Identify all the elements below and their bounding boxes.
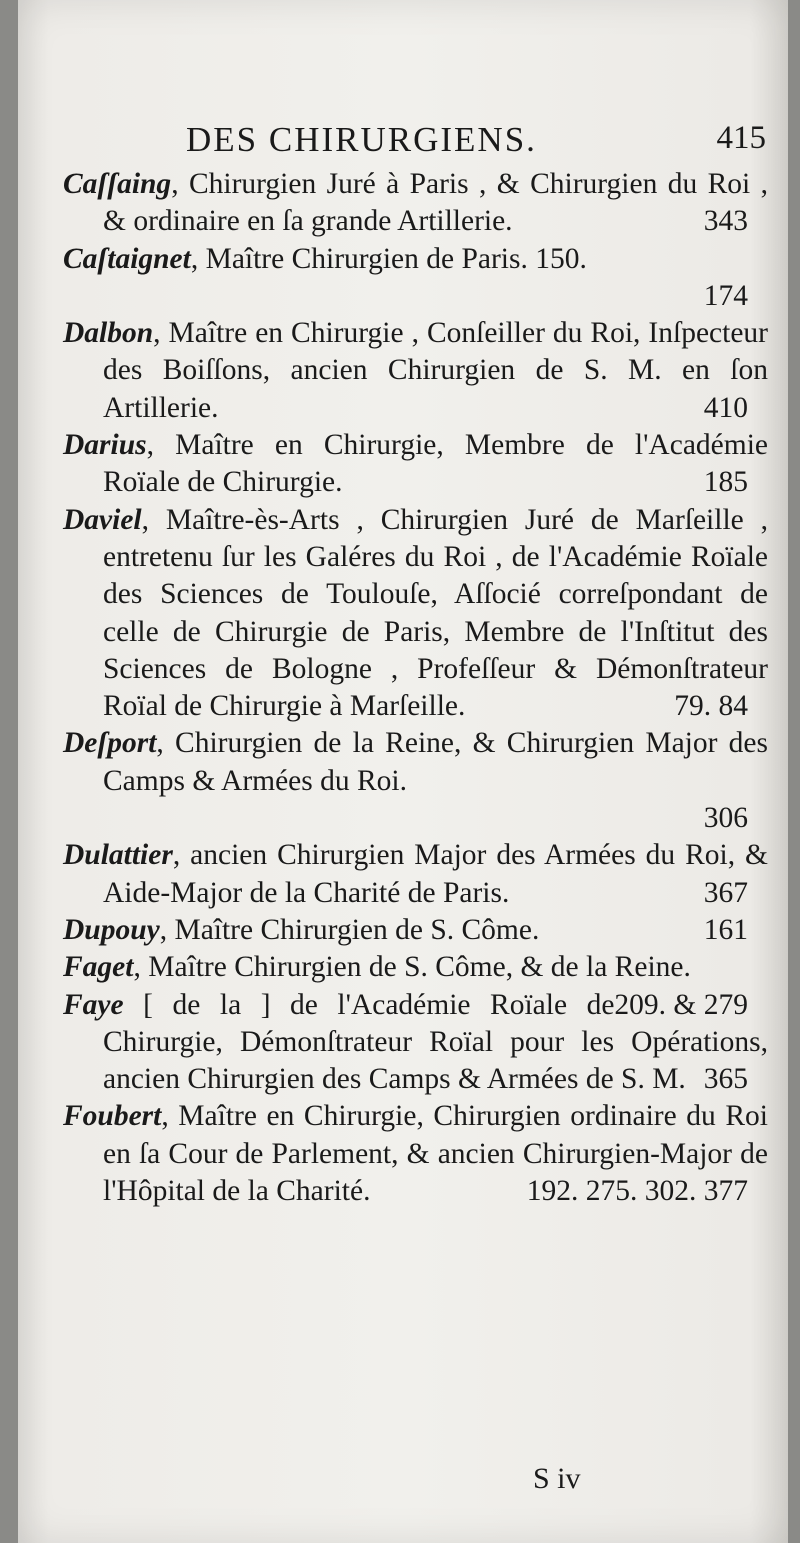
entry-text: , ancien Chirurgien Major des Armées du Roi, & Aide-Major de la Charité de Paris. [103, 839, 768, 909]
surgeon-index [63, 166, 768, 1210]
entry-name: Dulattier [63, 839, 173, 872]
entry-name: Faget [63, 951, 134, 984]
index-entry [63, 166, 768, 241]
entry-refs: 185 [703, 466, 748, 499]
index-entry [63, 315, 768, 427]
entry-text: , Maître-ès-Arts , Chirurgien Juré de Marſeille , entretenu ſur les Galéres du Roi , de l'Académie Roïale des Sciences de Toulouſe, Aſſocié correſpondant de celle de Chirurgie de Paris, Membre de l'Inſtitut des Sciences de Bologne , Profeſſeur & Démonſtrateur Roïal de Chirurgie à Marſeille. [103, 503, 768, 723]
entry-name: Faye [63, 988, 124, 1021]
entry-refs: 365 [703, 1063, 748, 1096]
entry-refs: 174 [703, 279, 748, 312]
entry-refs: 306 [703, 802, 748, 835]
entry-text: , Chirurgien de la Reine, & Chirurgien Major des Camps & Armées du Roi. [103, 727, 768, 797]
entry-name: Daviel [63, 503, 142, 536]
entry-refs: 367 [703, 876, 748, 909]
entry-name: Dalbon [63, 317, 154, 350]
entry-text: , Maître Chirurgien de S. Côme. [159, 913, 540, 946]
entry-text: [ de la ] de l'Académie Roïale de Chirurgie, Démonſtrateur Roïal pour les Opérations, ancien Chirurgien des Camps & Armées de S. M. [103, 988, 768, 1096]
entry-name: Deſport [63, 727, 157, 760]
entry-name: Dupouy [63, 913, 160, 946]
book-page [18, 0, 788, 1543]
entry-text: , Maître en Chirurgie , Conſeiller du Roi, Inſpecteur des Boiſſons, ancien Chirurgien de S. M. en ſon Artillerie. [103, 317, 768, 424]
index-entry [63, 987, 768, 1099]
entry-text: , Chirurgien Juré à Paris , & Chirurgien du Roi , & ordinaire en ſa grande Artillerie. [103, 168, 768, 238]
page-number: 415 [716, 120, 766, 156]
entry-refs: 410 [703, 391, 748, 424]
index-entry [63, 427, 768, 502]
entry-name: Darius [63, 429, 147, 462]
index-entry [63, 1098, 768, 1210]
entry-text: , Maître Chirurgien de S. Côme, & de la Reine. [133, 951, 691, 984]
entry-name: Caſtaignet [63, 242, 191, 275]
page-header [186, 120, 766, 170]
index-entry [63, 241, 768, 316]
entry-refs: 161 [703, 913, 748, 946]
index-entry [63, 837, 768, 912]
entry-name: Caſſaing [63, 168, 172, 200]
entry-name: Foubert [63, 1100, 162, 1133]
entry-text: , Maître Chirurgien de Paris. 150. [190, 242, 587, 275]
entry-text: , Maître en Chirurgie, Chirurgien ordinaire du Roi en ſa Cour de Parlement, & ancien Chirurgien-Major de l'Hôpital de la Charité. [103, 1100, 768, 1208]
signature-mark [533, 1462, 581, 1496]
running-head: DES CHIRURGIENS. [186, 120, 537, 159]
entry-refs: 343 [703, 205, 748, 238]
entry-refs: 209. & 279 [614, 988, 748, 1021]
entry-text: , Maître en Chirurgie, Membre de l'Académie Roïale de Chirurgie. [103, 429, 768, 499]
index-entry [63, 912, 768, 949]
index-entry [63, 502, 768, 726]
entry-refs: 79. 84 [674, 690, 748, 723]
entry-refs: 192. 275. 302. 377 [526, 1175, 748, 1208]
signature-text: S iv [533, 1462, 581, 1495]
index-entry [63, 725, 768, 837]
